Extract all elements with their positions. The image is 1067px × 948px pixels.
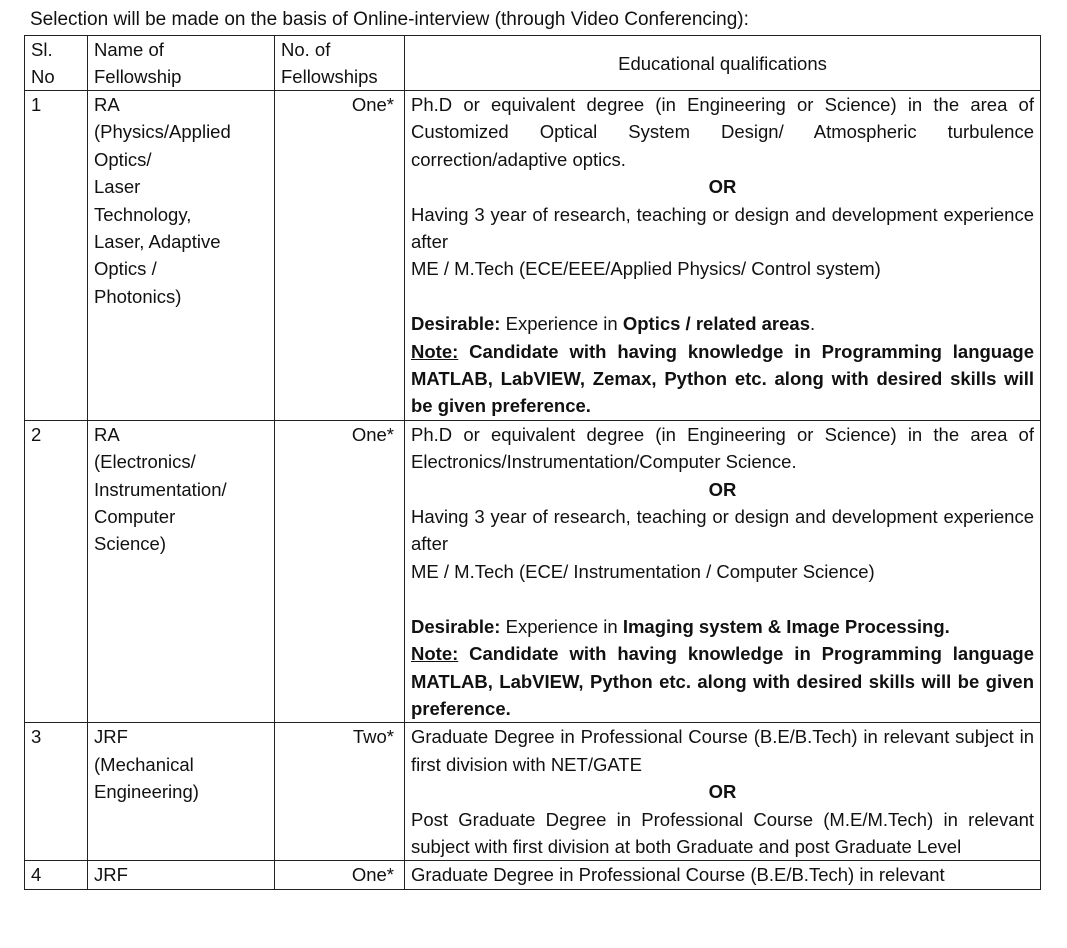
row-fellowship-count: One* [275, 420, 405, 722]
name-line: (Mechanical [94, 753, 194, 775]
note-label: Note: [411, 643, 459, 665]
row-qualifications [405, 861, 1041, 889]
desirable-label: Desirable: [411, 313, 501, 335]
desirable-text: Experience in [500, 615, 623, 637]
qualification-alternative: Having 3 year of research, teaching or design and development experience after [411, 506, 1034, 555]
name-line: Optics/ [94, 148, 152, 170]
name-line: RA [94, 94, 120, 115]
name-line: Instrumentation/ [94, 478, 227, 500]
note-text: Candidate with having knowledge in Programming language MATLAB, LabVIEW, Zemax, Python etc. along with desired skills will be given preference. [411, 340, 1034, 417]
spacer [411, 283, 1034, 310]
header-sl-line1: Sl. [31, 39, 53, 60]
name-line: Engineering) [94, 781, 199, 803]
row-qualifications [405, 91, 1041, 421]
header-fellowship-count [275, 36, 405, 91]
qualification-alternative: Having 3 year of research, teaching or design and development experience after [411, 203, 1034, 253]
qualification-primary: Graduate Degree in Professional Course (B.E/B.Tech) in relevant subject in first division with NET/GATE [411, 726, 1034, 775]
table-row [25, 861, 1041, 889]
row-fellowship-count: Two* [275, 723, 405, 861]
spacer [411, 585, 1034, 612]
table-row [25, 420, 1041, 722]
note-label: Note: [411, 340, 459, 362]
header-count-line1: No. of [281, 39, 331, 60]
header-name-line2: Fellowship [94, 66, 182, 87]
fellowship-table [24, 35, 1041, 890]
name-line: (Physics/Applied [94, 121, 231, 143]
name-line: Computer [94, 506, 176, 528]
desirable-text: Experience in [500, 313, 623, 335]
name-line: (Electronics/ [94, 451, 196, 473]
qualification-primary: Graduate Degree in Professional Course (B.E/B.Tech) in relevant [411, 864, 945, 886]
row-qualifications [405, 420, 1041, 722]
header-sl-no [25, 36, 88, 91]
row-fellowship-name [88, 420, 275, 722]
row-fellowship-count: One* [275, 861, 405, 889]
name-line: Laser, Adaptive [94, 231, 221, 253]
row-sl-no: 3 [25, 723, 88, 861]
name-line: Technology, [94, 203, 192, 225]
row-sl-no: 4 [25, 861, 88, 889]
or-separator: OR [708, 781, 737, 803]
name-line: JRF [94, 726, 128, 748]
name-line: Photonics) [94, 285, 182, 307]
or-separator: OR [708, 176, 737, 198]
row-fellowship-name [88, 91, 275, 421]
table-row [25, 91, 1041, 421]
qualification-degree: ME / M.Tech (ECE/EEE/Applied Physics/ Control system) [411, 258, 881, 280]
desirable-line [411, 310, 1034, 337]
desirable-end: . [810, 313, 816, 335]
table-header-row [25, 36, 1041, 91]
name-line: JRF [94, 864, 128, 886]
header-fellowship-name [88, 36, 275, 91]
desirable-label: Desirable: [411, 615, 501, 637]
intro-text: Selection will be made on the basis of Online-interview (through Video Conferencing): [30, 9, 749, 30]
row-fellowship-count: One* [275, 91, 405, 421]
desirable-bold: Optics / related areas [622, 313, 810, 335]
header-qualifications: Educational qualifications [405, 36, 1041, 91]
name-line: Science) [94, 533, 166, 555]
note-line [411, 338, 1034, 420]
row-fellowship-name [88, 723, 275, 861]
desirable-line [411, 613, 1034, 640]
name-line: Optics / [94, 258, 157, 280]
row-sl-no: 2 [25, 420, 88, 722]
desirable-bold: Imaging system & Image Processing. [622, 615, 950, 637]
qualification-primary: Ph.D or equivalent degree (in Engineering or Science) in the area of Customized Optical System Design/ Atmospheric turbulence correction/adaptive optics. [411, 94, 1034, 170]
header-name-line1: Name of [94, 39, 164, 60]
row-sl-no: 1 [25, 91, 88, 421]
header-sl-line2: No [31, 66, 55, 87]
name-line: Laser [94, 176, 141, 198]
qualification-degree: ME / M.Tech (ECE/ Instrumentation / Computer Science) [411, 560, 875, 582]
or-separator: OR [708, 478, 737, 500]
note-line [411, 640, 1034, 722]
qualification-primary: Ph.D or equivalent degree (in Engineering or Science) in the area of Electronics/Instrumentation/Computer Science. [411, 423, 1034, 473]
row-fellowship-name [88, 861, 275, 889]
note-text: Candidate with having knowledge in Programming language MATLAB, LabVIEW, Python etc. along with desired skills will be given preference. [411, 643, 1034, 719]
qualification-alternative: Post Graduate Degree in Professional Course (M.E/M.Tech) in relevant subject with first division at both Graduate and post Graduate Level [411, 808, 1034, 857]
name-line: RA [94, 423, 120, 445]
header-count-line2: Fellowships [281, 66, 378, 87]
row-qualifications [405, 723, 1041, 861]
table-row [25, 723, 1041, 861]
